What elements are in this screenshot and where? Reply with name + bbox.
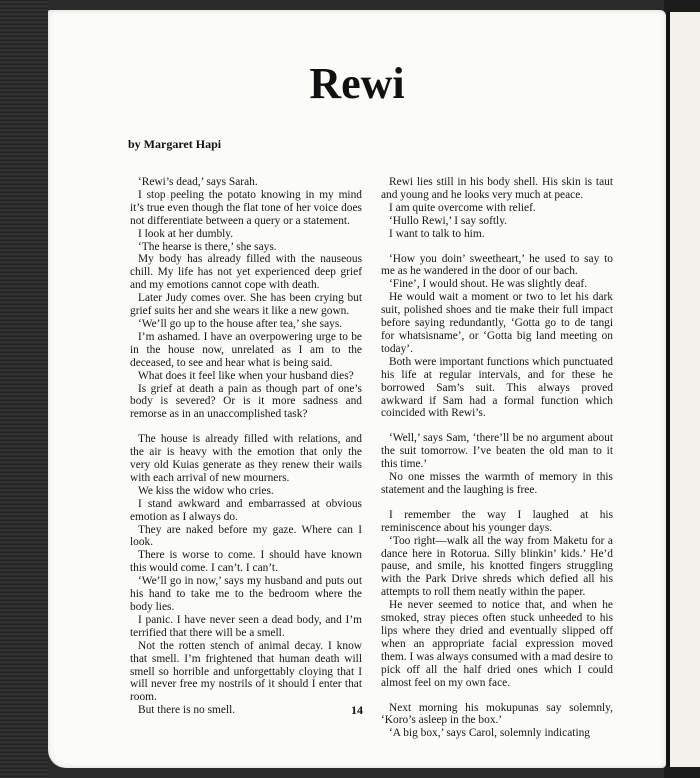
paragraph: I want to talk to him.: [389, 227, 485, 240]
paragraph: I stop peeling the potato knowing in my mind it’s true even though the flat tone of her voice does not differentiate between a query or a statement.: [130, 188, 362, 227]
left-text-column: [130, 176, 362, 717]
paragraph: ‘We’ll go up to the house after tea,’ she says.: [138, 317, 343, 330]
paragraph: They are naked before my gaze. Where can I look.: [130, 523, 362, 549]
article-byline: by Margaret Hapi: [128, 137, 222, 151]
paragraph: What does it feel like when your husband dies?: [138, 369, 354, 382]
scan-edge-left: [0, 0, 48, 778]
paragraph: I’m ashamed. I have an overpowering urge to be in the house now, unrelated as I am to the deceased, to see and hear what is being said.: [130, 330, 362, 369]
paragraph: My body has already filled with the nauseous chill. My life has not yet experienced deep grief and my emotions cannot cope with death.: [130, 253, 362, 292]
paragraph: ‘We’ll go in now,’ says my husband and puts out his hand to take me to the bedroom where the body lies.: [130, 575, 362, 613]
page-number: 14: [351, 703, 363, 717]
paragraph: ‘A big box,’ says Carol, solemnly indicating: [389, 727, 590, 740]
document-page: [48, 10, 666, 768]
right-text-column: [381, 176, 613, 740]
paragraph: I stand awkward and embarrassed at obvious emotion as I always do.: [130, 497, 362, 523]
paragraph: We kiss the widow who cries.: [138, 484, 274, 497]
paragraph: No one misses the warmth of memory in this statement and the laughing is free.: [381, 471, 613, 496]
paragraph: He never seemed to notice that, and when he smoked, stray pieces often stuck unheeded to his lips where they dried and eventually slipped off when an appropriate facial expression moved them. I was always consumed with a mad desire to pick off all the half dried ones which I could almost feel on my own face.: [381, 599, 613, 689]
paragraph: ‘Rewi’s dead,’ says Sarah.: [138, 176, 258, 188]
paragraph: But there is no smell.: [138, 704, 236, 717]
paragraph: Next morning his mokupunas say solemnly, ‘Koro’s asleep in the box.’: [381, 701, 613, 727]
paragraph: I remember the way I laughed at his reminiscence about his younger days.: [381, 508, 613, 534]
article-title: Rewi: [309, 59, 405, 108]
paragraph: I am quite overcome with relief.: [389, 201, 536, 214]
paragraph: Both were important functions which punctuated his life at regular intervals, and for these he borrowed Sam’s suit. This always proved awkward if Sam had a formal function which coincided with Rewi’s.: [381, 355, 613, 420]
paragraph: The house is already filled with relations, and the air is heavy with the emotion that only the very old Kuias generate as they renew their wails with each arrival of new mourners.: [130, 433, 362, 484]
paragraph: Rewi lies still in his body shell. His skin is taut and young and he looks very much at peace.: [381, 176, 613, 201]
paragraph: ‘How you doin’ sweetheart,’ he used to say to me as he wandered in the door of our bach.: [381, 252, 613, 278]
paragraph: I panic. I have never seen a dead body, and I’m terrified that there will be a smell.: [130, 613, 362, 639]
facing-page-edge: [667, 12, 700, 767]
paragraph: I look at her dumbly.: [138, 227, 234, 240]
paragraph: Is grief at death a pain as though part of one’s body is severed? Or is it more sadness and remorse as in an unaccomplished task?: [130, 382, 362, 421]
paragraph: ‘The hearse is there,’ she says.: [138, 240, 277, 253]
paragraph: ‘Too right—walk all the way from Maketu for a dance here in Rotorua. Silly blinkin’ kids.’ He’d pause, and smile, his knotted fingers struggling with the Park Drive shreds which defied all his attempts to roll them neatly within the paper.: [381, 534, 613, 599]
paragraph: He would wait a moment or two to let his dark suit, polished shoes and tie make their full impact before saying redundantly, ‘Gotta go to de tangi for whatsisname’, or ‘Gotta big land meeting on today’.: [381, 291, 613, 355]
paragraph: Not the rotten stench of animal decay. I know that smell. I’m frightened that human death will smell so horrible and unforgettably cloying that I will never free my nostrils of it should I enter that room.: [130, 639, 362, 704]
paragraph: ‘Well,’ says Sam, ‘there’ll be no argument about the suit tomorrow. I’ve beaten the old man to it this time.’: [381, 432, 613, 471]
paragraph: ‘Fine’, I would shout. He was slightly deaf.: [389, 278, 588, 291]
paragraph: Later Judy comes over. She has been crying but grief suits her and she wears it like a new gown.: [130, 292, 362, 318]
paragraph: ‘Hullo Rewi,’ I say softly.: [389, 214, 507, 227]
paragraph: There is worse to come. I should have known this would come. I can’t. I can’t.: [130, 549, 362, 575]
